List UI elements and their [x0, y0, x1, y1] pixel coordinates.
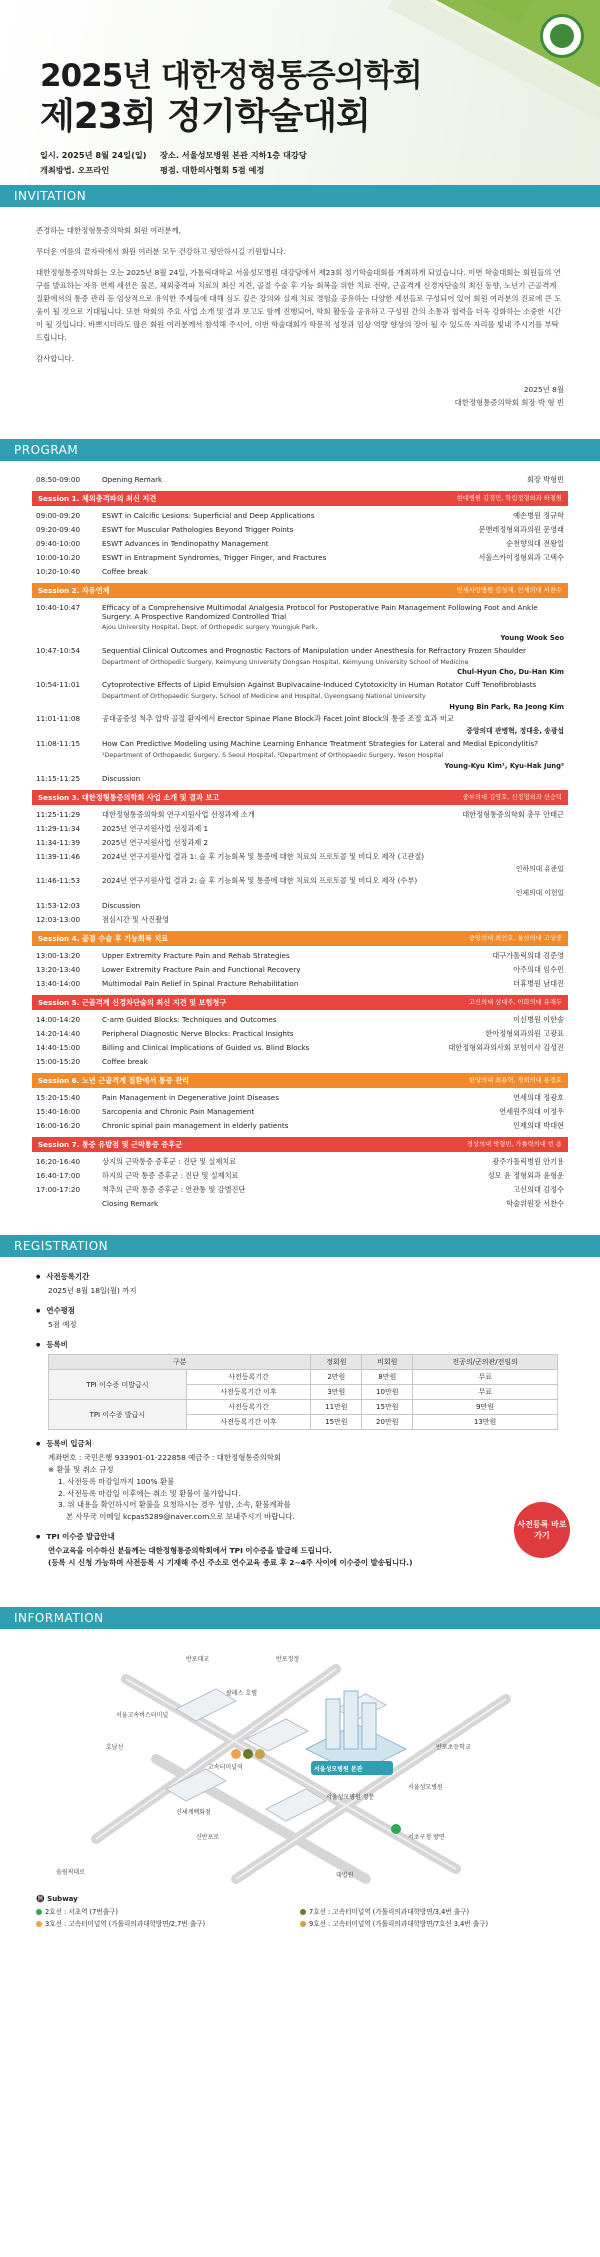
line-7-icon [300, 1909, 306, 1915]
program-row [36, 1013, 564, 1027]
fee-cell: 무료 [413, 1385, 558, 1400]
program-time: 14:40-15:00 [36, 1043, 81, 1053]
fee-cell: 20만원 [362, 1415, 413, 1430]
refund-rule-1: 1. 사전등록 마감일까지 100% 환불 [58, 1476, 175, 1486]
program-time: 10:40-10:47 [36, 603, 81, 613]
fee-label: ● 등록비 [36, 1339, 564, 1350]
program-title: ESWT in Entrapment Syndromes, Trigger Finger, and Fractures [102, 553, 327, 563]
program-speaker: 이신병원 이한솔 [513, 1015, 564, 1025]
map-label: 고속터미널역 [208, 1763, 243, 1771]
program-title: 상지의 근막통증 증후군 : 진단 및 실제치료 [102, 1157, 237, 1167]
refund-rule-2: 2. 사전등록 마감일 이후에는 취소 및 환불이 불가합니다. [58, 1488, 241, 1498]
program-time: 11:08-11:15 [36, 739, 81, 749]
program-authors: Chul-Hyun Cho, Du-Han Kim [457, 668, 564, 677]
reg-period: 2025년 8월 18일(월) 까지 [48, 1286, 137, 1296]
session-chair: 경상의대 박형빈, 가톨릭의대 빈 용 [466, 1141, 562, 1149]
program-row [36, 899, 564, 913]
fee-period: 사전등록기간 [186, 1400, 311, 1415]
program-table [0, 461, 600, 1235]
program-speaker: 더휴병원 남대진 [513, 979, 564, 989]
fee-period: 사전등록기간 [186, 1370, 311, 1385]
program-time: 13:20-13:40 [36, 965, 81, 975]
program-row [36, 822, 564, 836]
program-title: Closing Remark [102, 1199, 159, 1209]
subway-line-item [300, 1907, 564, 1919]
map-label: 호남선 [106, 1743, 124, 1751]
event-date: 일시. 2025년 8월 24일(일) [40, 150, 147, 160]
session-bar [32, 583, 568, 598]
program-title: 2024년 연구지원사업 결과 2: 슬 후 기능회복 및 통증에 대한 치료의 프로토콜 및 비디오 제작 (수부) [102, 876, 418, 886]
program-row [36, 1155, 564, 1169]
program-speaker: 한아정형외과의원 고광표 [485, 1029, 564, 1039]
fee-group: TPI 이수증 미발급시 [49, 1370, 187, 1400]
subway-title-text: Subway [47, 1894, 78, 1903]
session-chair: 한양의대 최용혁, 경희의대 용경호 [468, 1077, 562, 1085]
program-authors: Hyung Bin Park, Ra Jeong Kim [449, 702, 564, 711]
program-title: Coffee break [102, 567, 148, 577]
invitation-line2: 무더운 여름의 끝자락에서 회원 여러분 모두 건강하고 평안하시길 기원합니다. [36, 246, 286, 256]
program-time: 13:00-13:20 [36, 951, 81, 961]
fee-cell: 2만원 [311, 1370, 362, 1385]
session-chair: 연세사랑병원 김성제, 인제의대 서찬수 [456, 587, 562, 595]
program-title: Sequential Clinical Outcomes and Prognostic Factors of Manipulation under Anesthesia for Refractory Frozen Shoulder [102, 645, 526, 655]
program-row [36, 874, 564, 888]
program-time: 11:46-11:53 [36, 876, 81, 886]
map-label: 대법원 [336, 1871, 354, 1879]
subway-line-item [300, 1919, 564, 1931]
program-authors: 중앙의대 관병혁, 정대웅, 송광섭 [466, 727, 564, 736]
program-title: C-arm Guided Blocks: Techniques and Outcomes [102, 1015, 277, 1025]
program-speaker: 인제의대 박대현 [513, 1121, 564, 1131]
program-title: Billing and Clinical Implications of Guided vs. Blind Blocks [102, 1043, 310, 1053]
invitation-greeting: 존경하는 대한정형통증의학회 회원 여러분께, [36, 226, 182, 235]
credit-value: 5점 예정 [48, 1320, 77, 1330]
program-paper [36, 678, 564, 712]
program-title: 2025년 연구지원사업 선정과제 2 [102, 837, 209, 847]
map-label: 올림픽대로 [56, 1868, 85, 1876]
subway-line-text: 2호선 : 서초역 (7번출구) [45, 1907, 119, 1916]
program-speaker: 대구가톨릭의대 김준영 [492, 951, 564, 961]
information-body [0, 1629, 600, 1931]
session-bar [32, 931, 568, 946]
program-time: 09:00-09:20 [36, 511, 81, 521]
fee-cell: 15만원 [362, 1400, 413, 1415]
program-row [36, 678, 564, 692]
program-time: 11:34-11:39 [36, 837, 81, 847]
program-row [36, 850, 564, 864]
program-row [36, 551, 564, 565]
program-title: ESWT for Muscular Pathologies Beyond Trigger Points [102, 525, 294, 535]
program-time: 09:20-09:40 [36, 525, 81, 535]
program-title: Discussion [102, 901, 141, 911]
program-row [36, 1091, 564, 1105]
invitation-main: 대한정형통증의학회는 오는 2025년 8월 24일, 가톨릭대학교 서울성모병원 대강당에서 제23회 정기학술대회를 개최하게 되었습니다. 이번 학술대회는 회원들의 연구를 발표하는 자유 연제 세션은 물론, 체외충격파 치료의 최신 지견, 골절 수술 후 기능 회복을 위한 치료 전략, 근골격계 신경자단술의 최신 동향, 노년기 근골격계 질환에서의 통증 관리 등 임상적으로 유익한 주제들에 대해 심도 깊은 강의와 실제 치료 경험을 공유하는 다양한 세션들로 구성되어 있어 회원 여러분의 진료에 큰 도움이 될 것으로 기대됩니다. 또한 학회의 주요 사업 소개 및 결과 보고도 함께 진행되어, 학회 활동을 공유하고 구성원 간의 소통과 협력을 더욱 강화하는 소중한 시간이 될 것입니다. 바쁘시더라도 많은 회원 여러분께서 참석해 주시어, 이번 학술대회가 학문적 성장과 임상 역량 향상의 장이 될 수 있도록 자리를 빛내 주시기를 부탁드립니다. [36, 267, 562, 342]
tpi-label: ● TPI 이수증 발급안내 [36, 1531, 564, 1542]
fee-cell: 무료 [413, 1370, 558, 1385]
section-program: PROGRAM [0, 439, 600, 461]
program-paper [36, 712, 564, 737]
society-logo [540, 14, 584, 58]
map-graphic [36, 1639, 564, 1889]
program-title: Multimodal Pain Relief in Spinal Fracture Rehabilitation [102, 979, 299, 989]
session-title: Session 4. 골절 수술 후 기능회복 치료 [38, 934, 169, 944]
program-time: 11:53-12:03 [36, 901, 81, 911]
program-row [36, 808, 564, 822]
program-time: 16:20-16:40 [36, 1157, 81, 1167]
program-time: 17:00-17:20 [36, 1185, 81, 1195]
program-row [36, 1119, 564, 1133]
subway-line-text: 3호선 : 고속터미널역 (가톨릭의과대학방면/2,7번 출구) [45, 1919, 206, 1928]
session-title: Session 6. 노년 근골격계 질환에서 통증 관리 [38, 1076, 190, 1086]
program-row-long [36, 850, 564, 875]
program-time: 08:50-09:00 [36, 475, 81, 485]
program-row [36, 836, 564, 850]
subway-line-item [36, 1919, 300, 1931]
program-row [36, 509, 564, 523]
session-title: Session 5. 근골격계 신경차단술의 최신 지견 및 보험청구 [38, 998, 227, 1008]
program-speaker: 인하의대 유준일 [515, 864, 564, 873]
subway-title [36, 1895, 564, 1903]
refund-rule-3: 3. 위 내용을 확인하시어 환불을 요청하시는 경우 성함, 소속, 환불계좌를 [58, 1500, 291, 1510]
session-chair: 현대병원 김정민, 학림정형외과 하철원 [456, 495, 562, 503]
fee-cell: 9만원 [413, 1400, 558, 1415]
fee-period: 사전등록기간 이후 [186, 1415, 311, 1430]
program-time: 15:00-15:20 [36, 1057, 81, 1067]
program-row [36, 1041, 564, 1055]
section-registration: REGISTRATION [0, 1235, 600, 1257]
program-paper [36, 772, 564, 786]
program-row [36, 977, 564, 991]
session-bar [32, 1073, 568, 1088]
program-time: 15:40-16:00 [36, 1107, 81, 1117]
program-time: 16:00-16:20 [36, 1121, 81, 1131]
program-row [36, 712, 564, 726]
section-invitation: INVITATION [0, 185, 600, 207]
program-title: 공대공증성 척추 압박 골절 환자에서 Erector Spinae Plane Block과 Facet Joint Block의 통증 조절 효과 비교 [102, 714, 454, 724]
session-bar [32, 790, 568, 805]
program-affiliation: Department of Orthopaedic Surgery, School of Medicine and Hospital, Gyeongsang National University [102, 693, 426, 701]
session-bar [32, 995, 568, 1010]
account-info: 계좌번호 : 국민은행 933901-01-222858 예금주 : 대한정형통증의학회 [48, 1453, 282, 1463]
program-authors: Young-Kyu Kim¹, Kyu-Hak Jung² [444, 761, 564, 770]
program-time: 14:20-14:40 [36, 1029, 81, 1039]
fee-cell: 13만원 [413, 1415, 558, 1430]
program-title: Upper Extremity Fracture Pain and Rehab Strategies [102, 951, 290, 961]
program-time: 14:00-14:20 [36, 1015, 81, 1025]
program-row [36, 1105, 564, 1119]
location-map [36, 1639, 564, 1889]
program-time: 11:39-11:46 [36, 851, 81, 861]
program-row [36, 913, 564, 927]
program-row [36, 523, 564, 537]
tpi-line-2: (등록 시 신청 가능하며 사전등록 시 기재해 주신 주소로 연수교육 종료 후 2~4주 사이에 이수증이 발송됩니다.) [48, 1557, 413, 1567]
program-row [36, 1197, 564, 1211]
program-title: How Can Predictive Modeling using Machine Learning Enhance Treatment Strategies for Lateral and Medial Epicondylitis? [102, 739, 538, 749]
program-row [36, 1183, 564, 1197]
program-title: 하지의 근막 통증 증후군 : 진단 및 실제치료 [102, 1171, 239, 1181]
line-9-icon [300, 1921, 306, 1927]
fee-cell: 11만원 [311, 1400, 362, 1415]
program-speaker: 성모 윤 정형외과 윤형운 [487, 1171, 564, 1181]
fee-cell: 3만원 [311, 1385, 362, 1400]
event-credit: 평점. 대한의사협회 5점 예정 [160, 165, 265, 175]
program-title: 대한정형통증의학회 연구지원사업 선정과제 소개 [102, 809, 255, 819]
program-title: Efficacy of a Comprehensive Multimodal Analgesia Protocol for Postoperative Pain Management Following Foot and Ankle Surgery: A Prospective Randomized Controlled Trial [102, 603, 538, 622]
program-row [36, 565, 564, 579]
registration-body [0, 1257, 600, 1606]
session-chair: 중앙의대 최인호, 울산의대 고상중 [468, 935, 562, 943]
event-meta [40, 150, 560, 180]
program-time: 13:40-14:00 [36, 979, 81, 989]
invitation-thanks: 감사합니다. [36, 353, 75, 363]
program-time: 11:15-11:25 [36, 773, 81, 783]
program-row [36, 772, 564, 786]
invitation-sign: 대한정형통증의학회 회장 박 형 빈 [454, 397, 564, 407]
program-speaker: 고신의대 김정수 [513, 1185, 564, 1195]
reg-period-label: ● 사전등록기간 [36, 1271, 564, 1282]
session-bar [32, 1137, 568, 1152]
program-speaker: 연세원주의대 이정우 [499, 1107, 564, 1117]
program-time: 12:03-13:00 [36, 915, 81, 925]
map-label-hospital: 서울성모병원 본관 [314, 1765, 363, 1773]
program-speaker: 서울스카이정형외과 고택수 [478, 553, 564, 563]
program-paper [36, 601, 564, 643]
invitation-date: 2025년 8월 [523, 384, 564, 394]
program-title: 점심시간 및 사진촬영 [102, 915, 170, 925]
program-title: 척추의 근막 통증 증후군 : 연관통 및 감별진단 [102, 1185, 246, 1195]
line-2-icon [36, 1909, 42, 1915]
tpi-line-1: 연수교육을 이수하신 분들께는 대한정형통증의학회에서 TPI 이수증을 발급해 드립니다. [48, 1546, 332, 1556]
program-title: Peripheral Diagnostic Nerve Blocks: Practical Insights [102, 1029, 294, 1039]
program-time: 09:40-10:00 [36, 539, 81, 549]
program-speaker: 연세의대 정광호 [513, 1093, 564, 1103]
session-chair: 중부의대 김영호, 신정형외과 선승덕 [462, 793, 562, 801]
fee-table [48, 1354, 558, 1430]
session-title: Session 2. 자유연제 [38, 586, 110, 596]
program-title: Cytoprotective Effects of Lipid Emulsion Against Bupivacaine-Induced Cytotoxicity in Human Rotator Cuff Tenofibroblasts [102, 680, 537, 690]
map-label: 서울고속버스터미널 [116, 1711, 169, 1719]
program-title: ESWT in Calcific Lesions: Superficial and Deep Applications [102, 511, 315, 521]
fee-header: 정회원 [311, 1355, 362, 1370]
program-speaker: 인제의대 이헌일 [515, 889, 564, 898]
program-row [36, 949, 564, 963]
map-label: 반포대교 [186, 1655, 210, 1663]
refund-rule-3b: 본 사무국 이메일 kcpas5289@naver.com으로 보내주시기 바랍니다. [66, 1512, 295, 1522]
program-speaker: 순천향의대 전왕일 [506, 539, 564, 549]
program-authors: Young Wook Seo [500, 633, 564, 642]
program-speaker: 대한정형외과의사회 보험이사 김성진 [448, 1043, 564, 1053]
program-time: 10:20-10:40 [36, 567, 81, 577]
event-venue: 장소. 서울성모병원 본관 지하1층 대강당 [160, 150, 307, 160]
program-row [36, 963, 564, 977]
program-time: 11:25-11:29 [36, 809, 81, 819]
section-information: INFORMATION [0, 1607, 600, 1629]
refund-title: ※ 환불 및 취소 규정 [48, 1464, 114, 1474]
program-speaker: 대한정형통증의학회 총무 안태근 [462, 809, 564, 819]
program-paper [36, 644, 564, 678]
session-bar [32, 491, 568, 506]
program-row [36, 1055, 564, 1069]
map-label: 서초구청 방면 [408, 1833, 445, 1841]
credit-label: ● 연수평점 [36, 1305, 564, 1316]
program-title: Chronic spinal pain management in elderly patients [102, 1121, 289, 1131]
subway-lines [36, 1907, 564, 1931]
program-row [36, 737, 564, 751]
program-speaker: 문앤레정형외과의원 문영래 [478, 525, 564, 535]
program-title: Coffee break [102, 1057, 148, 1067]
program-affiliation: Ajou University Hospital, Dept. of Orthopedic surgery Youngjuk Park, [102, 624, 318, 632]
subway-line-text: 9호선 : 고속터미널역 (가톨릭의과대학방면/7호선 3,4번 출구) [309, 1919, 489, 1928]
program-affiliation: Department of Orthopedic Surgery, Keimyung University Dongsan Hospital, Keimyung University School of Medicine [102, 658, 469, 666]
fee-group: TPI 이수증 발급시 [49, 1400, 187, 1430]
subway-line-item [36, 1907, 300, 1919]
program-title: Pain Management in Degenerative Joint Diseases [102, 1093, 279, 1103]
fee-header: 전공의/군의관/전임의 [413, 1355, 558, 1370]
map-label: 반포초등학교 [436, 1743, 471, 1751]
program-row [36, 1027, 564, 1041]
fee-header: 구분 [49, 1355, 311, 1370]
deposit-label: ● 등록비 입금처 [36, 1438, 564, 1449]
program-speaker: 아주의대 임수민 [513, 965, 564, 975]
program-time: 11:01-11:08 [36, 714, 81, 724]
map-label: 서울성모병원 [408, 1783, 443, 1791]
program-speaker: 학술위원장 서찬수 [506, 1199, 564, 1209]
session-title: Session 1. 체외충격파의 최신 지견 [38, 494, 157, 504]
fee-cell: 10만원 [362, 1385, 413, 1400]
program-paper [36, 737, 564, 771]
line-3-icon [36, 1921, 42, 1927]
program-title: ESWT Advances in Tendinopathy Management [102, 539, 269, 549]
event-method: 개최방법. 오프라인 [40, 165, 110, 175]
subway-line-text: 7호선 : 고속터미널역 (가톨릭의과대학방면/3,4번 출구) [309, 1907, 470, 1916]
fee-cell: 8만원 [362, 1370, 413, 1385]
program-row [36, 537, 564, 551]
invitation-body [0, 207, 600, 439]
program-speaker: 예손병원 정규학 [513, 511, 564, 521]
program-time: 10:54-11:01 [36, 680, 81, 690]
session-chair: 고신의대 심대주, 이화의대 유재두 [468, 999, 562, 1007]
program-row [36, 644, 564, 658]
program-time: 10:00-10:20 [36, 553, 81, 563]
fee-header: 비회원 [362, 1355, 413, 1370]
subway-icon: 🚇 [36, 1894, 45, 1903]
program-title: Opening Remark [102, 475, 163, 485]
event-subtitle: 2025년 대한정형통증의학회 [40, 58, 422, 94]
program-row [36, 601, 564, 623]
map-label: 팔레스 호텔 [226, 1689, 257, 1697]
program-affiliation: ¹Department of Orthopaedic Surgery, S Seoul Hospital, ²Department of Orthopaedic Surgery, Yeson Hospital [102, 752, 444, 760]
pre-registration-button[interactable]: 사전등록 바로가기 [514, 1502, 570, 1558]
program-row-long [36, 874, 564, 899]
program-speaker: 회장 박형빈 [526, 475, 564, 485]
program-title: 2025년 연구지원사업 선정과제 1 [102, 823, 209, 833]
program-row [36, 473, 564, 487]
program-title: Lower Extremity Fracture Pain and Functional Recovery [102, 965, 301, 975]
program-time: 15:20-15:40 [36, 1093, 81, 1103]
program-title: 2024년 연구지원사업 결과 1: 슬 후 기능회복 및 통증에 대한 치료의 프로토콜 및 비디오 제작 (고관절) [102, 851, 425, 861]
session-title: Session 7. 통증 유발점 및 근막통증 증후군 [38, 1140, 183, 1150]
program-title: Sarcopenia and Chronic Pain Management [102, 1107, 255, 1117]
event-title: 제23회 정기학술대회 [40, 96, 370, 137]
map-label: 신반포로 [196, 1833, 220, 1841]
program-time: 10:47-10:54 [36, 645, 81, 655]
program-time: 16:40-17:00 [36, 1171, 81, 1181]
map-label: 서울성모병원 정문 [326, 1793, 375, 1801]
program-speaker: 광주가톨릭병원 안기용 [492, 1157, 564, 1167]
fee-period: 사전등록기간 이후 [186, 1385, 311, 1400]
map-label: 신세계백화점 [176, 1808, 211, 1816]
program-title: Discussion [102, 773, 141, 783]
session-title: Session 3. 대한정형통증의학회 사업 소개 및 결과 보고 [38, 792, 220, 802]
program-time: 11:29-11:34 [36, 823, 81, 833]
program-row [36, 1169, 564, 1183]
hero-header [0, 0, 600, 185]
map-label: 반포정정 [276, 1655, 300, 1663]
fee-cell: 15만원 [311, 1415, 362, 1430]
